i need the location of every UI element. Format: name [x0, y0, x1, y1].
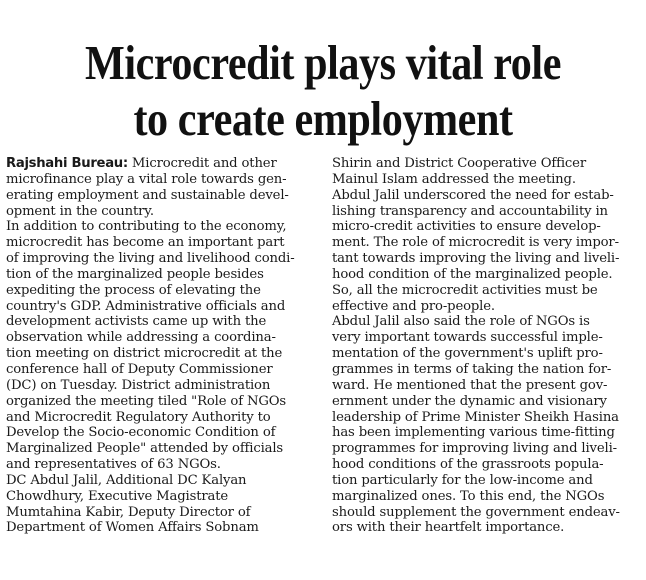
body-line: Shirin and District Cooperative Officer: [332, 156, 586, 171]
body-line: tion of the marginalized people besides: [6, 266, 264, 282]
body-line: micro-credit activities to ensure develop-: [332, 219, 601, 235]
body-line: erating employment and sustainable devel-: [6, 187, 289, 203]
body-line: development activists came up with the: [6, 314, 267, 330]
body-line: hood conditions of the grassroots popula-: [332, 457, 604, 473]
body-line: organized the meeting tiled "Role of NGOs: [6, 393, 287, 409]
body-line: ors with their heartfelt importance.: [332, 520, 565, 536]
body-line: In addition to contributing to the economy,: [6, 219, 287, 235]
body-line: should supplement the government endeav-: [332, 504, 620, 520]
body-line: conference hall of Deputy Commissioner: [6, 361, 273, 377]
body-line: Chowdhury, Executive Magistrate: [6, 488, 229, 504]
body-line: tant towards improving the living and liveli-: [332, 251, 620, 267]
body-line: (DC) on Tuesday. District administration: [6, 377, 271, 393]
body-line: Mumtahina Kabir, Deputy Director of: [6, 504, 251, 520]
article-column-right: [332, 156, 638, 536]
body-line: mentation of the government's uplift pro-: [332, 346, 603, 362]
body-line: hood condition of the marginalized people.: [332, 266, 613, 282]
body-line: effective and pro-people.: [332, 298, 495, 314]
body-line: opment in the country.: [6, 203, 154, 219]
body-line: microcredit has become an important part: [6, 235, 285, 251]
body-line: ment. The role of microcredit is very impor-: [332, 235, 619, 251]
body-line: country's GDP. Administrative officials and: [6, 298, 286, 314]
body-line: expediting the process of elevating the: [6, 282, 261, 298]
body-line: marginalized ones. To this end, the NGOs: [332, 488, 605, 504]
body-line: very important towards successful imple-: [332, 330, 603, 346]
body-line: tion particularly for the low-income and: [332, 472, 593, 488]
headline: [45, 35, 601, 147]
body-line: has been implementing various time-fitting: [332, 425, 615, 441]
body-line: DC Abdul Jalil, Additional DC Kalyan: [6, 472, 247, 488]
body-text: Microcredit and other: [131, 156, 277, 171]
headline-line: to create employment: [133, 90, 513, 146]
body-line: of improving the living and livelihood condi-: [6, 251, 295, 267]
body-line: Mainul Islam addressed the meeting.: [332, 171, 576, 187]
body-line: leadership of Prime Minister Sheikh Hasina: [332, 409, 619, 425]
body-line: Develop the Socio-economic Condition of: [6, 425, 276, 441]
body-line: ernment under the dynamic and visionary: [332, 393, 607, 409]
headline-line: Microcredit plays vital role: [84, 34, 561, 90]
body-line: lishing transparency and accountability in: [332, 203, 608, 219]
body-line: programmes for improving living and liveli-: [332, 441, 617, 457]
body-line: Abdul Jalil underscored the need for estab-: [332, 187, 614, 203]
dateline: Rajshahi Bureau:: [6, 156, 128, 171]
body-line: and representatives of 63 NGOs.: [6, 457, 221, 473]
body-line: grammes in terms of taking the nation for-: [332, 361, 612, 377]
body-line: Department of Women Affairs Sobnam: [6, 520, 259, 536]
body-line: [6, 156, 322, 172]
article-column-left: [6, 156, 322, 536]
body-line: Abdul Jalil also said the role of NGOs is: [332, 314, 590, 330]
body-line: ward. He mentioned that the present gov-: [332, 377, 608, 393]
body-line: tion meeting on district microcredit at the: [6, 346, 283, 362]
body-line: Marginalized People" attended by officials: [6, 441, 284, 457]
body-line: and Microcredit Regulatory Authority to: [6, 409, 271, 425]
body-line: microfinance play a vital role towards gen-: [6, 171, 287, 187]
body-line: observation while addressing a coordina-: [6, 330, 276, 346]
body-line: So, all the microcredit activities must be: [332, 282, 598, 298]
